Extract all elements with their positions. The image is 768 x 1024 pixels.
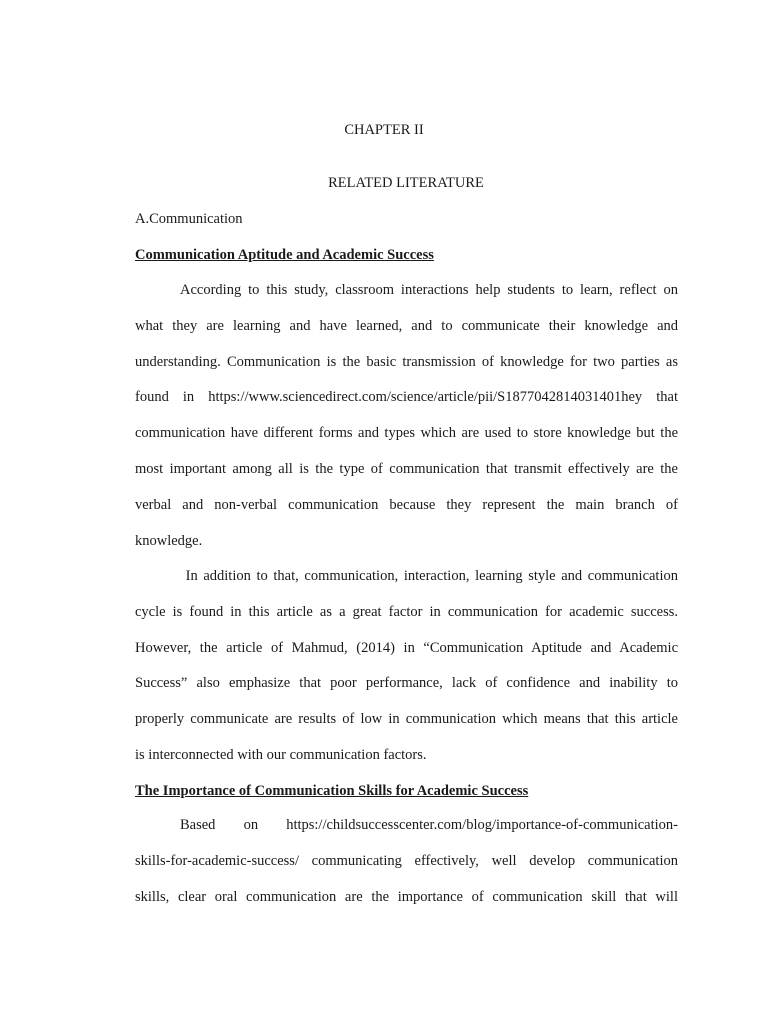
chapter-number: CHAPTER II (344, 122, 424, 138)
paragraph-line: verbal and non-verbal communication because they represent the main branch of (135, 496, 678, 513)
paragraph-line: Success” also emphasize that poor performance, lack of confidence and inability to (135, 675, 678, 692)
paragraph-line: cycle is found in this article as a great factor in communication for academic success. (135, 603, 678, 620)
paragraph-importance-of-communication-1 (135, 808, 678, 915)
paragraph-communication-aptitude-2 (135, 559, 678, 774)
subsection-heading-importance-of-communication: The Importance of Communication Skills for Academic Success (135, 783, 529, 799)
paragraph-line: communication have different forms and types which are used to store knowledge but the (135, 425, 678, 442)
paragraph-line: However, the article of Mahmud, (2014) in “Communication Aptitude and Academic (135, 639, 678, 656)
paragraph-communication-aptitude-1 (135, 273, 678, 559)
paragraph-line: what they are learning and have learned, and to communicate their knowledge and (135, 317, 678, 334)
paragraph-line: skills-for-academic-success/ communicating effectively, well develop communication (135, 852, 678, 869)
paragraph-line: Based on https://childsuccesscenter.com/blog/importance-of-communication- (180, 817, 678, 833)
paragraph-line: understanding. Communication is the basic transmission of knowledge for two parties as (135, 353, 678, 370)
section-label: A.Communication (135, 211, 243, 227)
paragraph-line: found in https://www.sciencedirect.com/science/article/pii/S1877042814031401hey that (135, 389, 678, 406)
chapter-title: RELATED LITERATURE (328, 175, 484, 191)
paragraph-line: most important among all is the type of communication that transmit effectively are the (135, 460, 678, 477)
paragraph-line: In addition to that, communication, interaction, learning style and communication (180, 568, 678, 584)
subsection-heading-communication-aptitude: Communication Aptitude and Academic Success (135, 247, 434, 263)
paragraph-line: According to this study, classroom interactions help students to learn, reflect on (180, 282, 678, 298)
paragraph-line: properly communicate are results of low in communication which means that this article (135, 711, 678, 728)
paragraph-line: is interconnected with our communication factors. (135, 746, 427, 763)
paragraph-line: knowledge. (135, 532, 203, 549)
paragraph-line: skills, clear oral communication are the importance of communication skill that will (135, 888, 678, 905)
